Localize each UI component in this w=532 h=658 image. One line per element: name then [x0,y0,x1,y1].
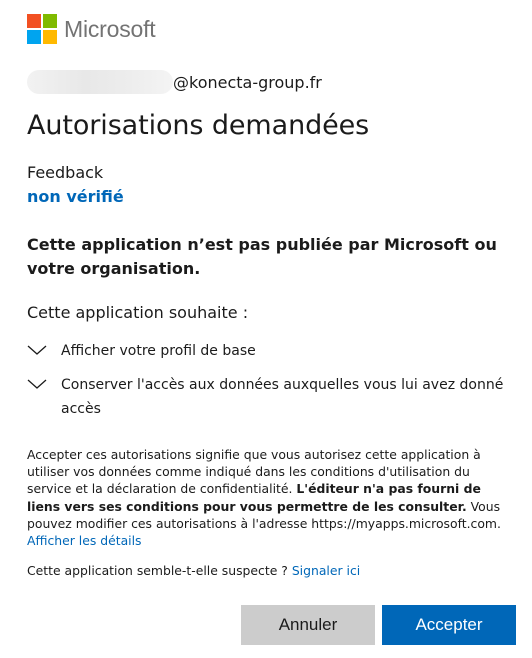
show-details-link[interactable]: Afficher les détails [27,533,142,549]
permissions-heading: Cette application souhaite : [27,303,249,322]
logo-green-square [43,14,57,28]
suspect-app-row [27,563,360,578]
permission-item-offline-access[interactable] [27,373,517,421]
suspect-question: Cette application semble-t-elle suspecte ? [27,563,288,578]
consent-legal-text [27,446,509,549]
redacted-username [27,70,173,94]
chevron-down-icon [27,343,47,357]
permission-label: Conserver l'accès aux données auxquelles vous lui avez donné accès [61,377,504,417]
microsoft-logo-row [27,13,156,45]
permission-label: Afficher votre profil de base [61,343,256,359]
logo-red-square [27,14,41,28]
legal-text-part-1: Accepter ces autorisations signifie que vous autorisez cette application à utiliser vos données comme indiqué dans les conditions d'utilisation du service et la déclaration de confidentialité. [27,447,481,497]
legal-text-part-2: Vous pouvez modifier ces autorisations à l'adresse https://myapps.microsoft.com. [27,498,501,531]
permission-item-basic-profile[interactable] [27,339,517,363]
logo-yellow-square [43,30,57,44]
logo-blue-square [27,30,41,44]
unpublished-warning: Cette application n’est pas publiée par Microsoft ou votre organisation. [27,235,497,278]
accept-button[interactable]: Accepter [382,605,516,645]
report-link[interactable]: Signaler ici [291,563,361,578]
page-title: Autorisations demandées [27,110,370,141]
brand-name: Microsoft [64,15,156,42]
legal-text-bold: L'éditeur n'a pas fourni de liens vers ses conditions pour vous permettre de les consulter. [27,481,481,514]
account-identifier [27,68,322,96]
app-name: Feedback [27,163,104,182]
microsoft-logo-icon [27,14,57,44]
publisher-status-link[interactable]: non vérifié [27,187,124,206]
chevron-down-icon [27,377,47,391]
account-email-domain: @konecta-group.fr [173,72,322,92]
cancel-button[interactable]: Annuler [241,605,375,645]
